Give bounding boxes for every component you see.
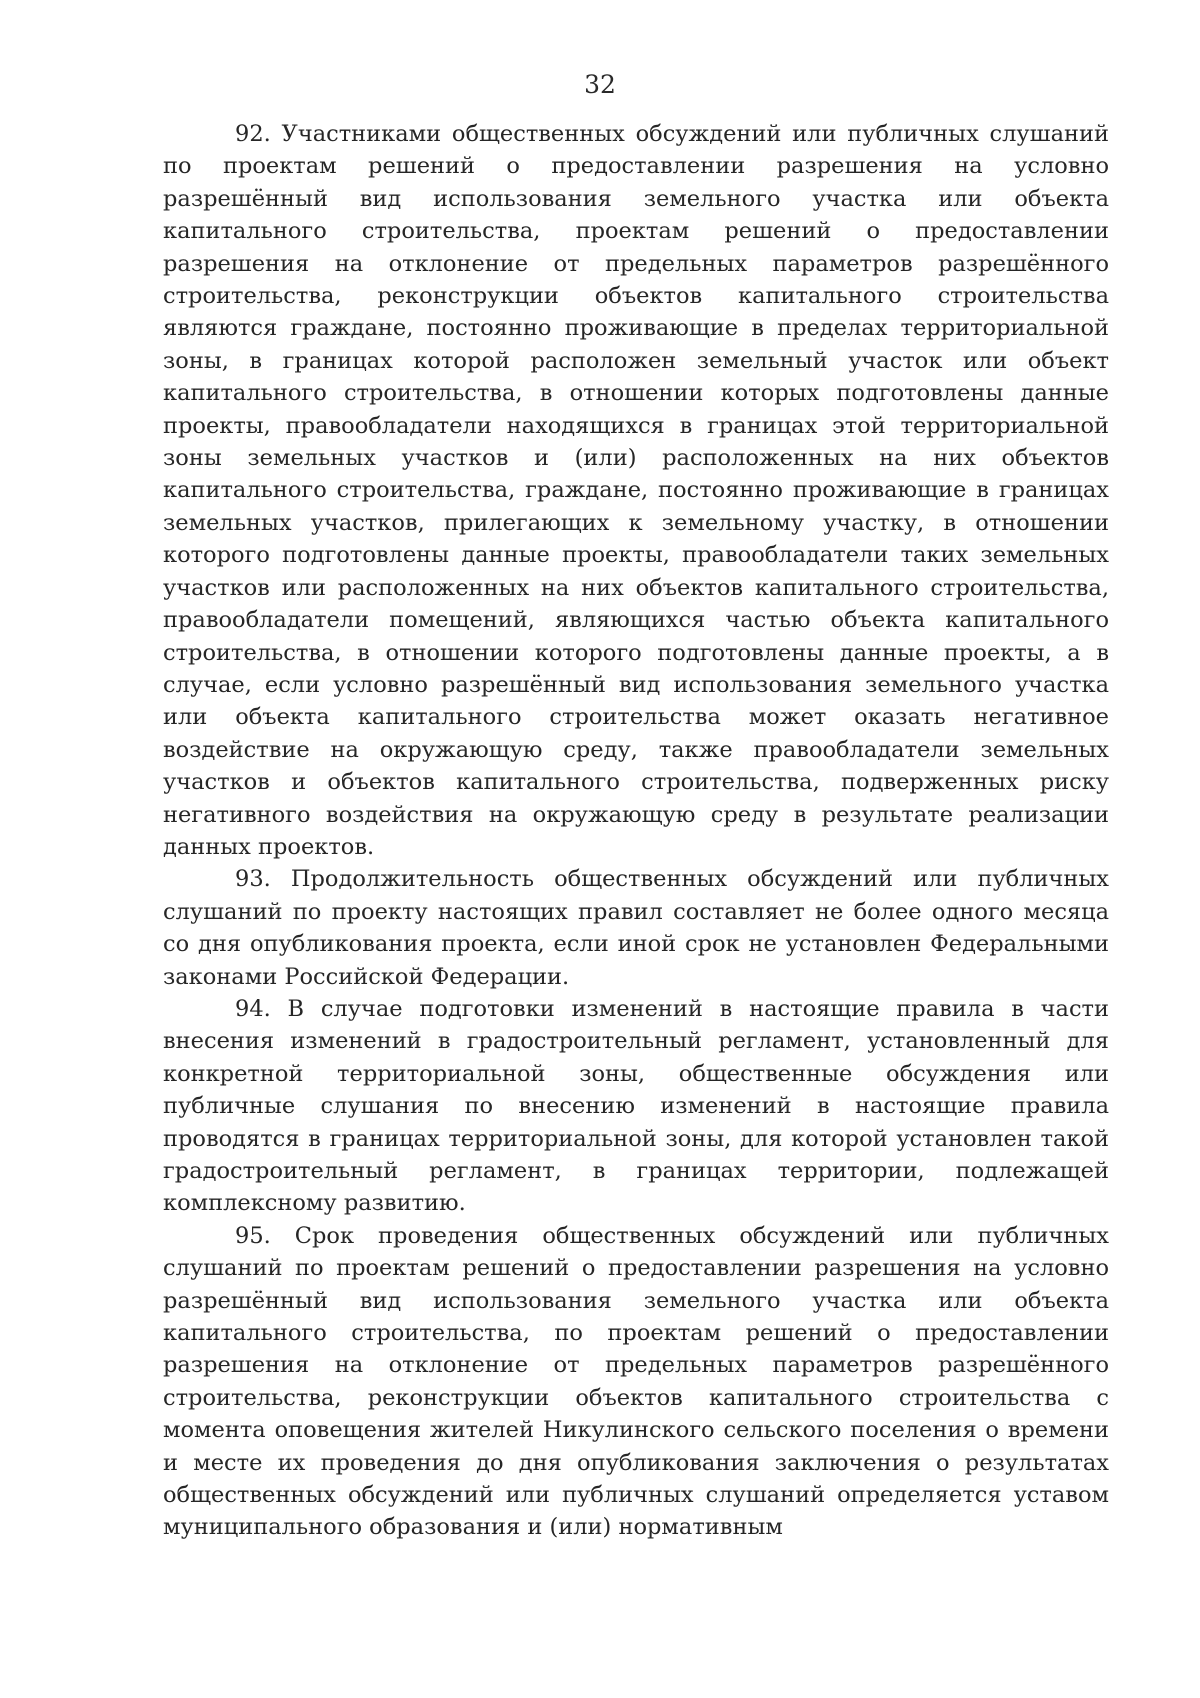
paragraph-94: 94. В случае подготовки изменений в настоящие правила в части внесения изменений в градостроительный регламент, установленный для конкретной территориальной зоны, общественные обсуждения или публичные слушания по внесению изменений в настоящие правила проводятся в границах территориальной зоны, для которой установлен такой градостроительный регламент, в границах территории, подлежащей комплексному развитию.	[163, 995, 1109, 1217]
paragraph-95: 95. Срок проведения общественных обсуждений или публичных слушаний по проектам решений о предоставлении разрешения на условно разрешённый вид использования земельного участка или объекта капитального строительства, по проектам решений о предоставлении разрешения на отклонение от предельных параметров разрешённого строительства, реконструкции объектов капитального строительства с момента оповещения жителей Никулинского сельского поселения о времени и месте их проведения до дня опубликования заключения о результатах общественных обсуждений или публичных слушаний определяется уставом муниципального образования и (или) нормативным	[163, 1222, 1109, 1541]
page-number: 32	[584, 70, 616, 99]
paragraph-92: 92. Участниками общественных обсуждений или публичных слушаний по проектам решений о предоставлении разрешения на условно разрешённый вид использования земельного участка или объекта капитального строительства, проектам решений о предоставлении разрешения на отклонение от предельных параметров разрешённого строительства, реконструкции объектов капитального строительства являются граждане, постоянно проживающие в пределах территориальной зоны, в границах которой расположен земельный участок или объект капитального строительства, в отношении которых подготовлены данные проекты, правообладатели находящихся в границах этой территориальной зоны земельных участков и (или) расположенных на них объектов капитального строительства, граждане, постоянно проживающие в границах земельных участков, прилегающих к земельному участку, в отношении которого подготовлены данные проекты, правообладатели таких земельных участков или расположенных на них объектов капитального строительства, правообладатели помещений, являющихся частью объекта капитального строительства, в отношении которого подготовлены данные проекты, а в случае, если условно разрешённый вид использования земельного участка или объекта капитального строительства может оказать негативное воздействие на окружающую среду, также правообладатели земельных участков и объектов капитального строительства, подверженных риску негативного воздействия на окружающую среду в результате реализации данных проектов.	[163, 121, 1109, 860]
document-body	[163, 118, 1109, 1544]
paragraph-93: 93. Продолжительность общественных обсуждений или публичных слушаний по проекту настоящих правил составляет не более одного месяца со дня опубликования проекта, если иной срок не установлен Федеральными законами Российской Федерации.	[163, 866, 1109, 990]
